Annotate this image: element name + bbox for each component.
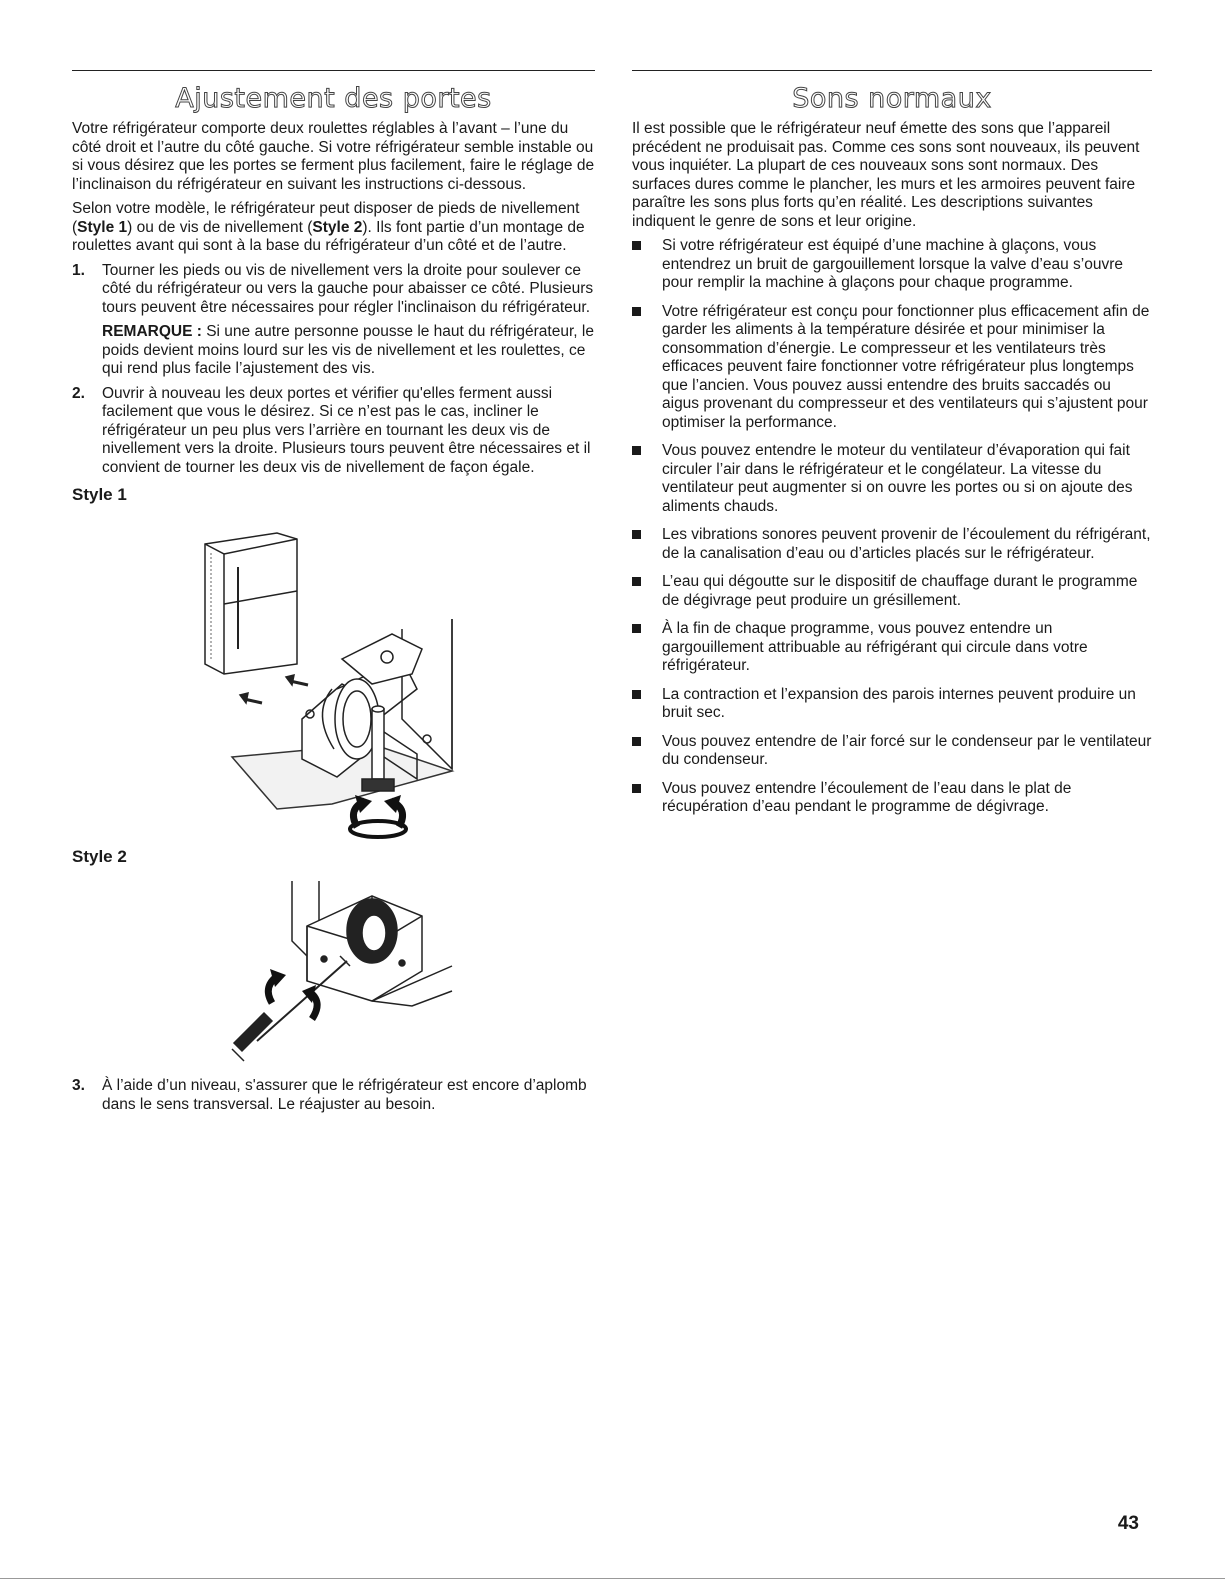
page-bottom-edge bbox=[0, 1578, 1225, 1579]
style-2-label: Style 2 bbox=[72, 847, 127, 866]
section-heading-door-adjustment: Ajustement des portes bbox=[175, 83, 492, 114]
bullet-icon bbox=[632, 530, 641, 539]
bullet-icon bbox=[632, 690, 641, 699]
right-column bbox=[632, 70, 1152, 827]
sounds-bullet-list bbox=[632, 237, 1152, 817]
bullet-icon bbox=[632, 784, 641, 793]
bullet-icon bbox=[632, 241, 641, 250]
bullet-icon bbox=[632, 307, 641, 316]
list-item: Votre réfrigérateur est conçu pour fonctionner plus efficacement afin de garder les aliments à la température désirée et pour minimiser la consommation d’énergie. Le compresseur et les ventilateurs très efficaces peuvent faire fonctionner votre réfrigérateur plus longtemps que l’ancien. Vous pouvez aussi entendre des bruits saccadés ou aigus provenant du compresseur et des ventilateurs qui s’ajustent pour optimiser la performance. bbox=[632, 303, 1152, 433]
step-3: 3. À l’aide d’un niveau, s'assurer que le réfrigérateur est encore d’aplomb dans le sens transversal. Le réajuster au besoin. bbox=[72, 1077, 587, 1113]
bullet-icon bbox=[632, 624, 641, 633]
list-item: L’eau qui dégoutte sur le dispositif de chauffage durant le programme de dégivrage peut produire un grésillement. bbox=[632, 573, 1152, 610]
intro-paragraph: Votre réfrigérateur comporte deux roulettes réglables à l’avant – l’une du côté droit et l’autre du côté gauche. Si votre réfrigérateur semble instable ou si vous désirez que les portes se ferment plus facilement, faire le réglage de l’inclinaison du réfrigérateur en suivant les instructions ci-dessous. bbox=[72, 120, 595, 193]
list-item: Les vibrations sonores peuvent provenir de l’écoulement du réfrigérant, de la canalisation d’eau ou d’articles placés sur le réfrigérateur. bbox=[632, 526, 1152, 563]
note: REMARQUE : Si une autre personne pousse le haut du réfrigérateur, le poids devient moins lourd sur les vis de nivellement et les roulettes, ce qui rend plus facile l’ajustement des vis. bbox=[102, 323, 594, 377]
bullet-icon bbox=[632, 577, 641, 586]
bullet-icon bbox=[632, 446, 641, 455]
list-item: Vous pouvez entendre le moteur du ventilateur d’évaporation qui fait circuler l’air dans le réfrigérateur et le congélateur. La vitesse du ventilateur peut augmenter si on ouvre les portes ou si on ajoute des aliments chauds. bbox=[632, 442, 1152, 516]
list-item: À la fin de chaque programme, vous pouvez entendre un gargouillement attribuable au réfrigérant qui circule dans votre réfrigérateur. bbox=[632, 620, 1152, 676]
section-rule bbox=[72, 70, 595, 71]
style-1-leveling-leg-illustration bbox=[72, 509, 595, 839]
bullet-icon bbox=[632, 737, 641, 746]
left-column bbox=[72, 70, 595, 1120]
model-paragraph: Selon votre modèle, le réfrigérateur peut disposer de pieds de nivellement (Style 1) ou de vis de nivellement (Style 2). Ils font partie d’un montage de roulettes avant qui sont à la base du réfrigérateur d’un côté et de l’autre. bbox=[72, 200, 585, 254]
style-1-label: Style 1 bbox=[72, 485, 127, 504]
step-1: 1. Tourner les pieds ou vis de nivellement vers la droite pour soulever ce côté du réfrigérateur ou vers la gauche pour abaisser ce côté. Plusieurs tours peuvent être nécessaires pour régler l'inclinaison du réfrigérateur. REMARQUE : Si une autre personne pousse le haut du réfrigérateur, le poids devient moins lourd sur les vis de nivellement et les roulettes, ce qui rend plus facile l’ajustement des vis. bbox=[72, 261, 594, 377]
step-2: 2. Ouvrir à nouveau les deux portes et vérifier qu'elles ferment aussi facilement que vous le désirez. Si ce n’est pas le cas, incliner le réfrigérateur un peu plus vers l’arrière en tournant les deux vis de nivellement vers la droite. Plusieurs tours peuvent être nécessaires et il convient de tourner les deux vis de nivellement de façon égale. bbox=[72, 384, 591, 476]
list-item: Vous pouvez entendre l’écoulement de l’eau dans le plat de récupération d’eau pendant le programme de dégivrage. bbox=[632, 780, 1152, 817]
page-number: 43 bbox=[1117, 1513, 1139, 1534]
style-2-leveling-screw-illustration bbox=[72, 871, 595, 1071]
steps-list bbox=[72, 262, 595, 478]
intro-paragraph: Il est possible que le réfrigérateur neuf émette des sons que l’appareil précédent ne produisait pas. Comme ces sons sont nouveaux, ils peuvent vous inquiéter. La plupart de ces nouveaux sons sont normaux. Des surfaces dures comme le plancher, les murs et les armoires peuvent faire paraître les sons plus forts qu’en réalité. Les descriptions suivantes indiquent le genre de sons et leur origine. bbox=[632, 120, 1140, 230]
list-item: Si votre réfrigérateur est équipé d’une machine à glaçons, vous entendrez un bruit de gargouillement lorsque la valve d’eau s’ouvre pour remplir la machine à glaçons pour chaque programme. bbox=[632, 237, 1152, 293]
list-item: Vous pouvez entendre de l’air forcé sur le condenseur par le ventilateur du condenseur. bbox=[632, 733, 1152, 770]
list-item: La contraction et l’expansion des parois internes peuvent produire un bruit sec. bbox=[632, 686, 1152, 723]
section-rule bbox=[632, 70, 1152, 71]
section-heading-normal-sounds: Sons normaux bbox=[792, 83, 992, 114]
